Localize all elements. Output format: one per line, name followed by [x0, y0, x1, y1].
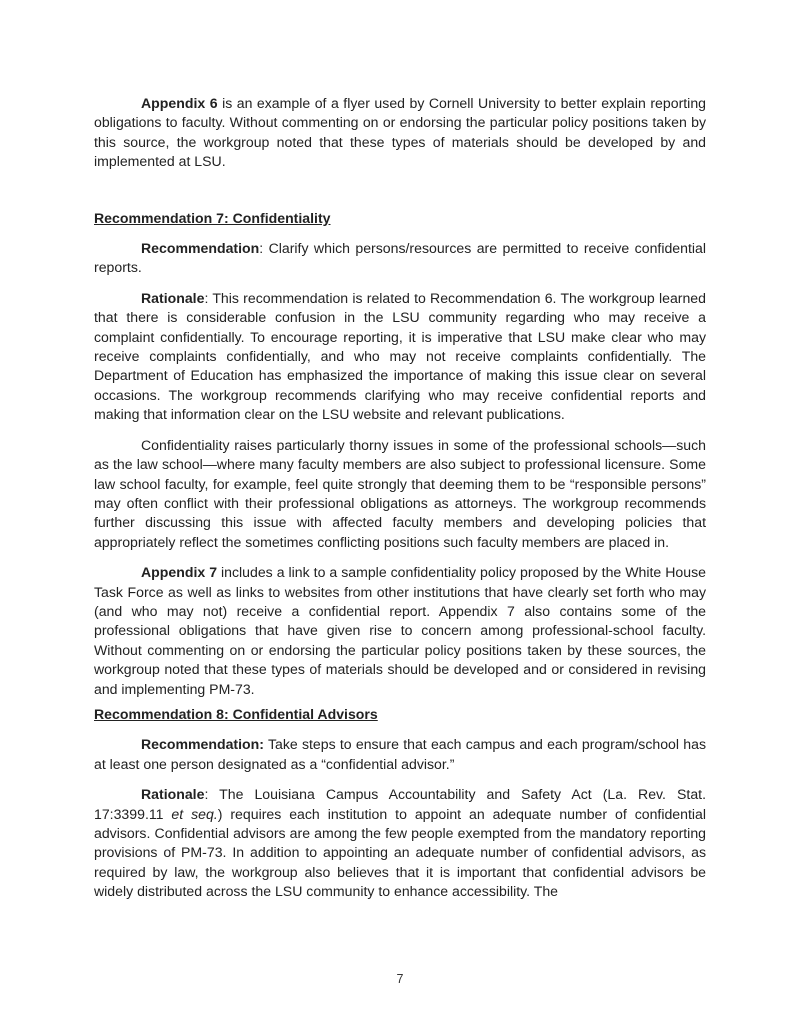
appendix-6-text: is an example of a flyer used by Cornell University to better explain reporting obligations to faculty. Without commenting on or endorsing the particular policy positions taken by this source, the workgroup noted that these types of materials should be developed by and implemented at LSU.: [94, 95, 706, 170]
recommendation-7-label: Recommendation: [141, 240, 260, 257]
recommendation-8-heading: Recommendation 8: Confidential Advisors: [94, 705, 378, 722]
recommendation-7-paragraph: [94, 239, 706, 278]
confidentiality-paragraph: Confidentiality raises particularly thorny issues in some of the professional schools—such as the law school—where many faculty members are also subject to professional licensure. Some law school faculty, for example, feel quite strongly that deeming them to be “responsible persons” may often conflict with their professional obligations as attorneys. The workgroup recommends further discussing this issue with affected faculty members and developing policies that appropriately reflect the sometimes conflicting positions such faculty members are placed in.: [94, 436, 706, 550]
appendix-7-label: Appendix 7: [141, 564, 218, 581]
rationale-8-paragraph: [94, 785, 706, 901]
rationale-8-label: Rationale: [141, 786, 205, 803]
recommendation-7-heading: Recommendation 7: Confidentiality: [94, 209, 331, 226]
appendix-7-text: includes a link to a sample confidentiality policy proposed by the White House Task Force as well as links to websites from other institutions that have clearly set forth who may (and who may not) receive a confidential report. Appendix 7 also contains some of the professional obligations that have given rise to concern among professional-school faculty. Without commenting on or endorsing the particular policy positions taken by these sources, the workgroup noted that these types of materials should be developed and or considered in revising and implementing PM-73.: [94, 564, 706, 697]
recommendation-7-text: : Clarify which persons/resources are permitted to receive confidential reports.: [94, 240, 706, 276]
appendix-6-paragraph: [94, 94, 706, 172]
page-number: 7: [396, 972, 404, 986]
appendix-7-paragraph: [94, 563, 706, 699]
rationale-8-italic: et seq.: [171, 805, 218, 822]
rationale-8-text-b: ) requires each institution to appoint an adequate number of confidential advisors. Confidential advisors are among the few people exempted from the mandatory reporting provisions of PM-73. In addition to appointing an adequate number of confidential advisors, as required by law, the workgroup also believes that it is important that confidential advisors be widely distributed across the LSU community to enhance accessibility. The: [94, 805, 706, 900]
rationale-7-paragraph: [94, 289, 706, 425]
rationale-8-text-a: : The Louisiana Campus Accountability and Safety Act (La. Rev. Stat. 17:3399.11: [94, 786, 706, 822]
document-page: [94, 94, 706, 902]
recommendation-8-label: Recommendation:: [141, 736, 264, 753]
appendix-6-label: Appendix 6: [141, 95, 218, 111]
rationale-7-text: : This recommendation is related to Recommendation 6. The workgroup learned that there is considerable confusion in the LSU community regarding who may receive a complaint confidentially. To encourage reporting, it is imperative that LSU make clear who may receive complaints confidentially, and who may not receive complaints confidentially. The Department of Education has emphasized the importance of making this issue clear on several occasions. The workgroup recommends clarifying who may receive confidential reports and making that information clear on the LSU website and relevant publications.: [94, 289, 706, 423]
recommendation-8-paragraph: [94, 735, 706, 774]
recommendation-8-text: Take steps to ensure that each campus and each program/school has at least one person designated as a “confidential advisor.”: [94, 736, 706, 772]
rationale-7-label: Rationale: [141, 289, 205, 306]
